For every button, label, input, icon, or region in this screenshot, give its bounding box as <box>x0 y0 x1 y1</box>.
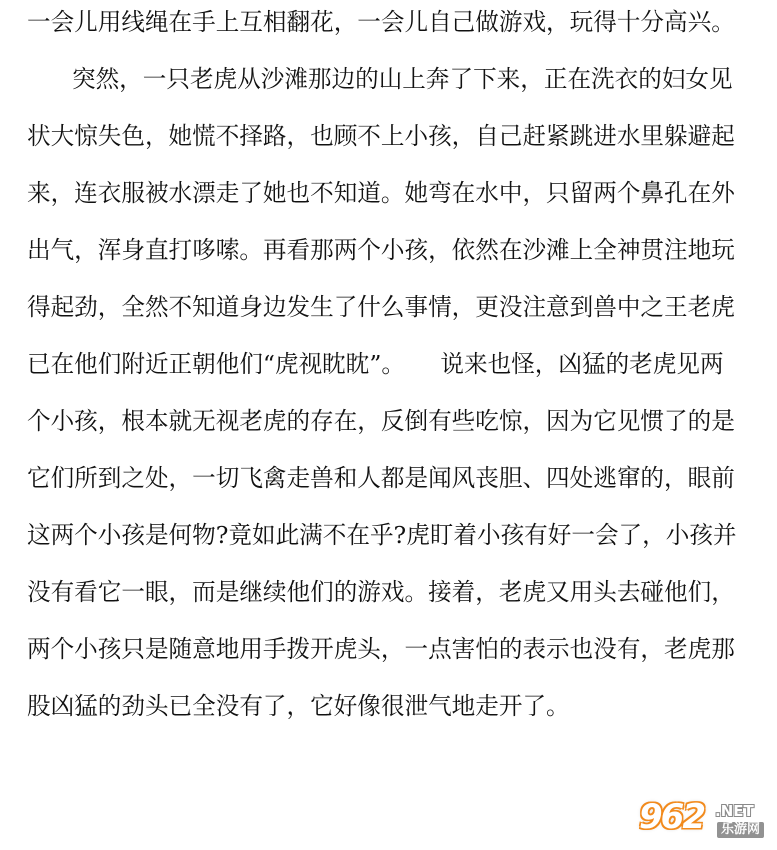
text-line-11: 没有看它一眼，而是继续他们的游戏。接着，老虎又用头去碰他们， <box>27 578 735 606</box>
text-line-6: 得起劲，全然不知道身边发生了什么事情，更没注意到兽中之王老虎 <box>27 293 735 321</box>
text-line-9: 它们所到之处，一切飞禽走兽和人都是闻风丧胆、四处逃窜的，眼前 <box>27 464 735 492</box>
text-line-1: 一会儿用线绳在手上互相翻花，一会儿自己做游戏，玩得十分高兴。 <box>27 8 735 36</box>
text-line-2: 突然，一只老虎从沙滩那边的山上奔了下来，正在洗衣的妇女见 <box>72 65 733 93</box>
text-line-4: 来，连衣服被水漂走了她也不知道。她弯在水中，只留两个鼻孔在外 <box>27 179 735 207</box>
watermark-domain: .NET <box>715 802 754 820</box>
text-line-7: 已在他们附近正朝他们“虎视眈眈”。 说来也怪，凶猛的老虎见两 <box>27 350 724 378</box>
site-watermark <box>639 797 769 844</box>
text-line-10: 这两个小孩是何物?竟如此满不在乎?虎盯着小孩有好一会了，小孩并 <box>27 521 737 549</box>
watermark-number: 962 <box>639 797 704 837</box>
watermark-site-name: 乐游网 <box>717 822 764 838</box>
text-line-13: 股凶猛的劲头已全没有了，它好像很泄气地走开了。 <box>27 692 570 720</box>
text-line-12: 两个小孩只是随意地用手拨开虎头，一点害怕的表示也没有，老虎那 <box>27 635 735 663</box>
text-line-5: 出气，浑身直打哆嗦。再看那两个小孩，依然在沙滩上全神贯注地玩 <box>27 236 735 264</box>
text-line-3: 状大惊失色，她慌不择路，也顾不上小孩，自己赶紧跳进水里躲避起 <box>27 122 735 150</box>
story-text <box>27 0 762 741</box>
text-line-8: 个小孩，根本就无视老虎的存在，反倒有些吃惊，因为它见惯了的是 <box>27 407 735 435</box>
